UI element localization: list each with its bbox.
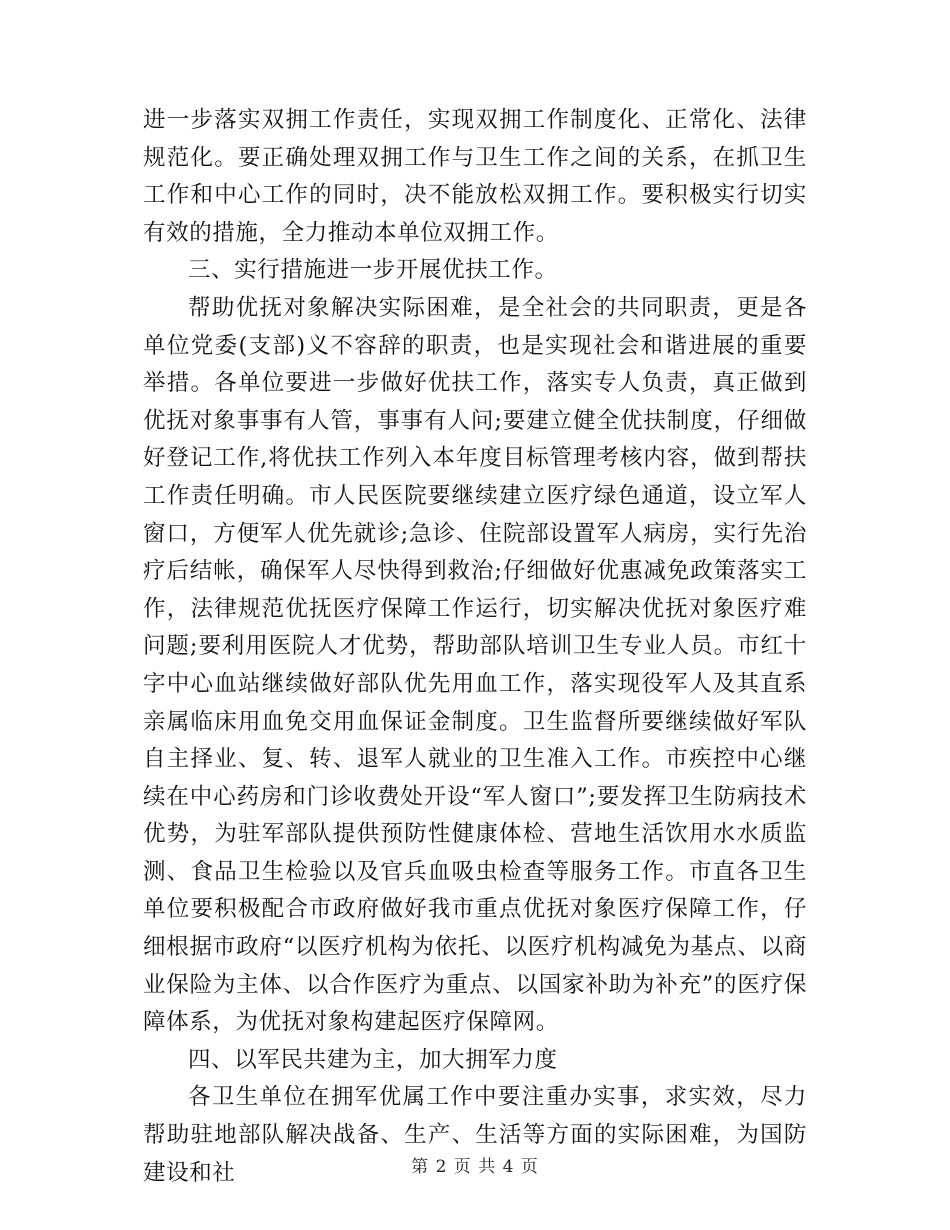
paragraph-continuation: 进一步落实双拥工作责任，实现双拥工作制度化、正常化、法律规范化。要正确处理双拥工作与卫生工作之间的关系，在抓卫生工作和中心工作的同时，决不能放松双拥工作。要积极实行切实有效的措施，全力推动本单位双拥工作。 bbox=[143, 107, 807, 246]
paragraph-section-4-body: 各卫生单位在拥军优属工作中要注重办实事，求实效，尽力帮助驻地部队解决战备、生产、生活等方面的实际困难，为国防建设和社 bbox=[143, 1084, 807, 1186]
page-number-footer: 第 2 页 共 4 页 bbox=[411, 1157, 539, 1177]
section-heading-3: 三、实行措施进一步开展优扶工作。 bbox=[188, 257, 558, 284]
paragraph-section-3-body: 帮助优抚对象解决实际困难，是全社会的共同职责，更是各单位党委(支部)义不容辞的职责，也是实现社会和谐进展的重要举措。各单位要进一步做好优扶工作，落实专人负责，真正做到优抚对象事事有人管，事事有人问;要建立健全优扶制度，仔细做好登记工作,将优扶工作列入本年度目标管理考核内容，做到帮扶工作责任明确。市人民医院要继续建立医疗绿色通道，设立军人窗口，方便军人优先就诊;急诊、住院部设置军人病房，实行先治疗后结帐，确保军人尽快得到救治;仔细做好优惠减免政策落实工作，法律规范优抚医疗保障工作运行，切实解决优抚对象医疗难问题;要利用医院人才优势，帮助部队培训卫生专业人员。市红十字中心血站继续做好部队优先用血工作，落实现役军人及其直系亲属临床用血免交用血保证金制度。卫生监督所要继续做好军队自主择业、复、转、退军人就业的卫生准入工作。市疾控中心继续在中心药房和门诊收费处开设“军人窗口”;要发挥卫生防病技术优势，为驻军部队提供预防性健康体检、营地生活饮用水水质监测、食品卫生检验以及官兵血吸虫检查等服务工作。市直各卫生单位要积极配合市政府做好我市重点优抚对象医疗保障工作，仔细根据市政府“以医疗机构为依托、以医疗机构减免为基点、以商业保险为主体、以合作医疗为重点、以国家补助为补充”的医疗保障体系，为优抚对象构建起医疗保障网。 bbox=[143, 294, 807, 1036]
document-body bbox=[143, 102, 807, 1192]
section-heading-4: 四、以军民共建为主，加大拥军力度 bbox=[188, 1046, 558, 1073]
